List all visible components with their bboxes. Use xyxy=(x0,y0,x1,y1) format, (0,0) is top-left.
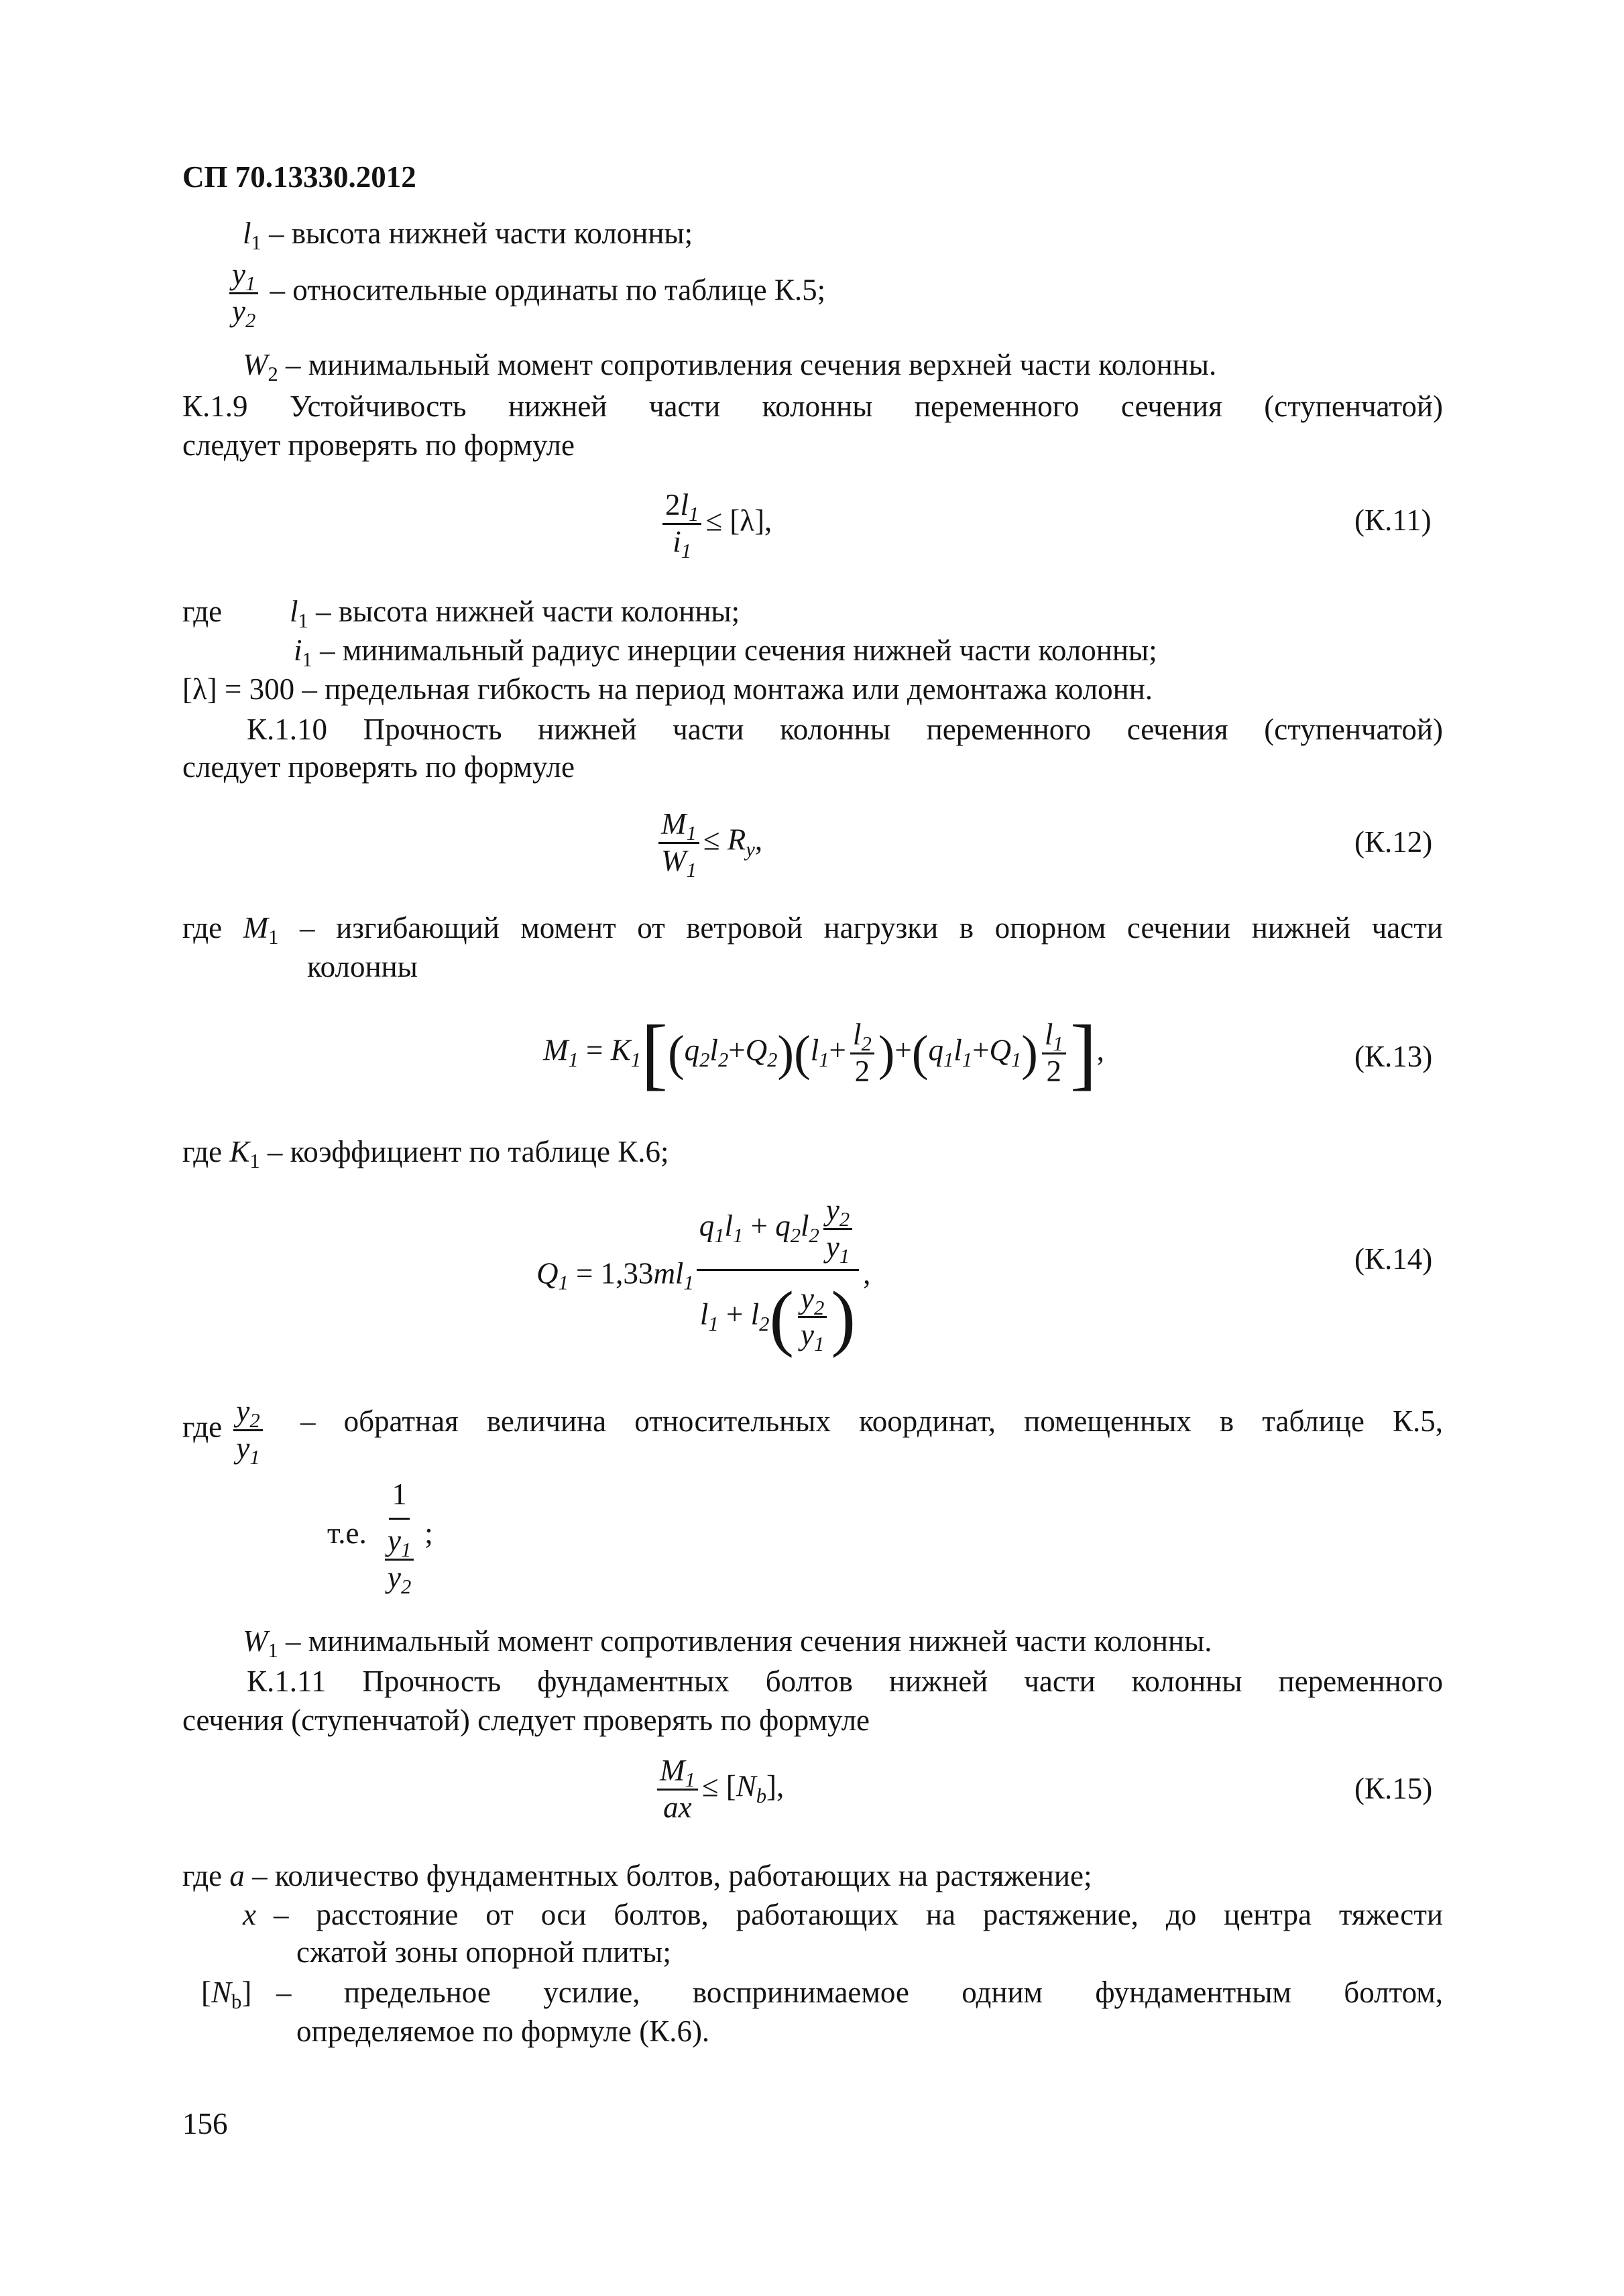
definition-nb-sym: $[N_b]$ xyxy=(201,1976,252,2014)
equation-k14: $Q_1 = 1,33ml_1$ $q_1l_1 + q_2l_2$ $\frac{y_2}{y_1}$ $l_1 + l_2$( $\frac{y_2}{y_1}$ ) , xyxy=(536,1193,871,1358)
paragraph-k111-line2: сечения (ступенчатой) следует проверять по формуле xyxy=(182,1703,870,1737)
equation-k11: $\frac{2l_1}{i_1}$ ≤ [λ], xyxy=(658,488,772,560)
definition-nb-line2: определяемое по формуле (К.6). xyxy=(296,2014,710,2048)
equation-k15: $\frac{M_1}{ax}$ ≤ $[N_b]$, xyxy=(653,1754,784,1825)
ie-expression: т.е. $\frac{1}{\frac{y_1}{y_2}}$ ; xyxy=(327,1477,433,1598)
definition-x-line2: сжатой зоны опорной плиты; xyxy=(296,1935,671,1969)
equation-number-k11: (К.11) xyxy=(1354,503,1432,537)
definition-m1-line1: где $M_1$ – изгибающий момент от ветровой нагрузки в опорном сечении нижней части xyxy=(182,911,1443,949)
definition-l1: $l_1$ – высота нижней части колонны; xyxy=(243,217,693,255)
paragraph-k110-line2: следует проверять по формуле xyxy=(182,750,575,784)
equation-number-k14: (К.14) xyxy=(1354,1242,1433,1276)
definition-k1: где $K_1$ – коэффициент по таблице К.6; xyxy=(182,1135,669,1173)
paragraph-k19-line2: следует проверять по формуле xyxy=(182,428,575,462)
definition-a: где a – количество фундаментных болтов, работающих на растяжение; xyxy=(182,1859,1092,1892)
definition-y2-over-y1: где $\frac{y_2}{y_1}$ xyxy=(182,1394,267,1466)
equation-number-k13: (К.13) xyxy=(1354,1040,1433,1073)
paragraph-k19-line1: К.1.9 Устойчивость нижней части колонны переменного сечения (ступенчатой) xyxy=(182,389,1443,423)
definition-i1-k11: $i_1$ – минимальный радиус инерции сечения нижней части колонны; xyxy=(294,633,1157,672)
definition-x-line1: – расстояние от оси болтов, работающих на растяжение, до центра тяжести xyxy=(274,1898,1443,1931)
definition-y-ratio: $\frac{y_1}{y_2}$ – относительные ординаты по таблице К.5; xyxy=(225,257,825,329)
definition-m1-line2: колонны xyxy=(307,950,418,983)
definition-w2: $W_2$ – минимальный момент сопротивления сечения верхней части колонны. xyxy=(243,348,1217,386)
equation-number-k12: (К.12) xyxy=(1354,825,1433,859)
y1-over-y2-fraction: $\frac{y_1}{y_2}$ xyxy=(229,257,258,329)
equation-k12: $\frac{M_1}{W_1}$ ≤ $R_y$, xyxy=(654,807,762,879)
definition-l1-k11: $l_1$ – высота нижней части колонны; xyxy=(290,595,740,633)
definition-w1: $W_1$ – минимальный момент сопротивления сечения нижней части колонны. xyxy=(243,1624,1212,1663)
definition-nb-line1: – предельное усилие, воспринимаемое одним фундаментным болтом, xyxy=(276,1976,1443,2009)
paragraph-k110-line1: К.1.10 Прочность нижней части колонны переменного сечения (ступенчатой) xyxy=(247,713,1443,746)
page-number: 156 xyxy=(182,2107,228,2140)
definition-y2-over-y1-text: – обратная величина относительных координат, помещенных в таблице К.5, xyxy=(300,1404,1443,1438)
definition-lambda-k11: [λ] = 300 – предельная гибкость на период монтажа или демонтажа колонн. xyxy=(182,672,1153,706)
equation-number-k15: (К.15) xyxy=(1354,1772,1433,1805)
paragraph-k111-line1: К.1.11 Прочность фундаментных болтов нижней части колонны переменного xyxy=(247,1665,1443,1698)
definition-x-sym: x xyxy=(243,1898,256,1931)
equation-k13: $M_1 = K_1[(q_2l_2+Q_2)(l_1+$ $\frac{l_2}{2}$ )$+(q_1l_1+Q_1)$ $\frac{l_1}{2}$ ], xyxy=(543,1008,1104,1098)
document-header: СП 70.13330.2012 xyxy=(182,160,416,194)
where-label-k11: где xyxy=(182,595,223,628)
